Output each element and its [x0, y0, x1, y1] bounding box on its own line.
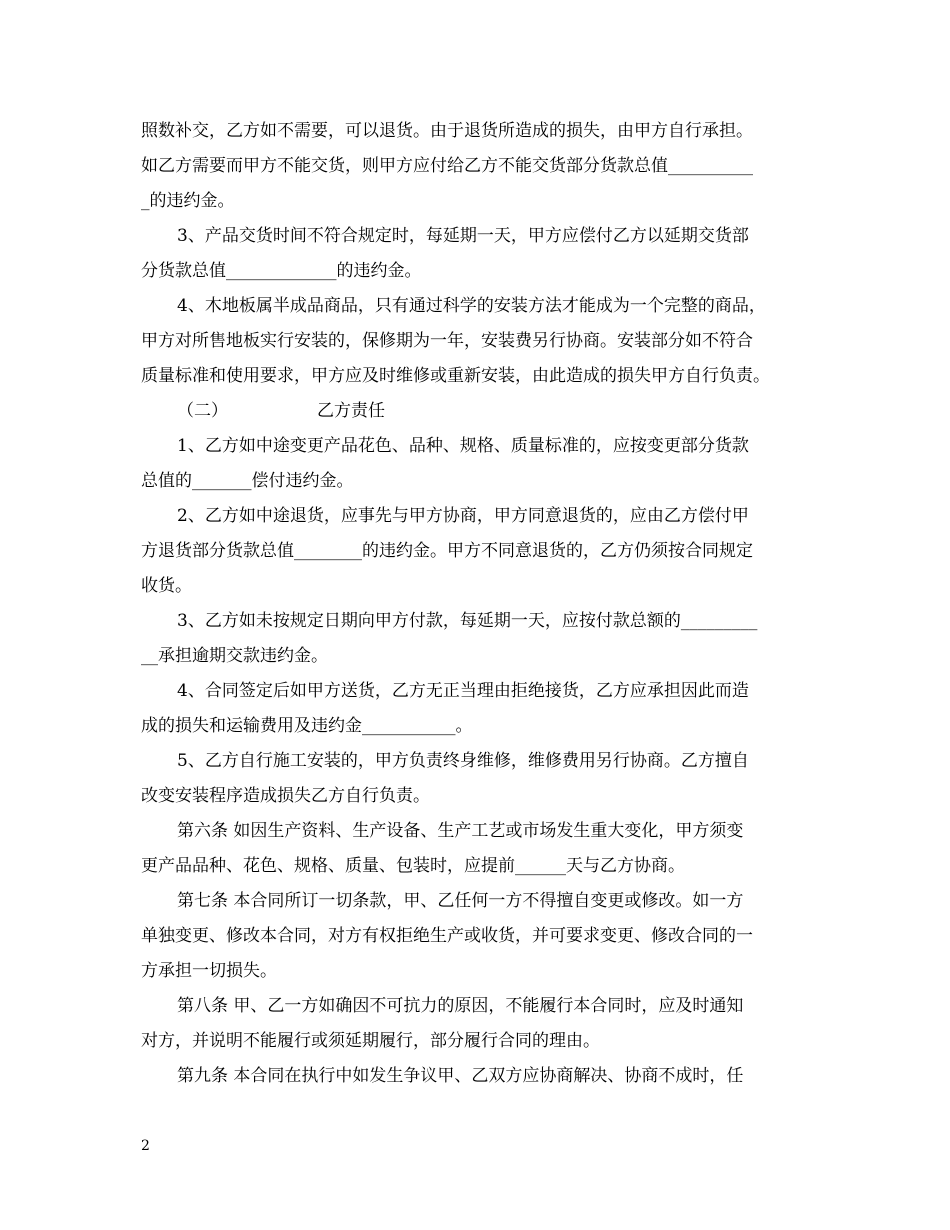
paragraph-line: 5、乙方自行施工安装的，甲方负责终身维修，维修费用另行协商。乙方擅自 [177, 751, 749, 771]
paragraph-line: 收货。 [141, 576, 192, 596]
paragraph-line: 4、木地板属半成品商品，只有通过科学的安装方法才能成为一个完整的商品， [177, 296, 766, 316]
paragraph-line: 第八条 甲、乙一方如确因不可抗力的原因，不能履行本合同时，应及时通知 [177, 996, 744, 1016]
paragraph-line: 更产品品种、花色、规格、质量、包装时，应提前______天与乙方协商。 [141, 856, 685, 876]
paragraph-line: 总值的_______偿付违约金。 [141, 471, 354, 491]
paragraph-line: _的违约金。 [141, 191, 235, 211]
document-body [141, 114, 813, 1094]
paragraph-line: 单独变更、修改本合同，对方有权拒绝生产或收货，并可要求变更、修改合同的一 [141, 926, 753, 946]
paragraph-line: 1、乙方如中途变更产品花色、品种、规格、质量标准的，应按变更部分货款 [177, 436, 749, 456]
paragraph-line: 3、产品交货时间不符合规定时，每延期一天，甲方应偿付乙方以延期交货部 [177, 226, 749, 246]
paragraph-line: 改变安装程序造成损失乙方自行负责。 [141, 786, 430, 806]
paragraph-line: 质量标准和使用要求，甲方应及时维修或重新安装，由此造成的损失甲方自行负责。 [141, 366, 770, 386]
paragraph-line: 甲方对所售地板实行安装的，保修期为一年，安装费另行协商。安装部分如不符合 [141, 331, 753, 351]
page-number: 2 [141, 1138, 150, 1154]
section-title: 乙方责任 [317, 401, 385, 421]
paragraph-line: 4、合同签定后如甲方送货，乙方无正当理由拒绝接货，乙方应承担因此而造 [177, 681, 749, 701]
paragraph-line: 分货款总值_____________的违约金。 [141, 261, 422, 281]
paragraph-line: 第六条 如因生产资料、生产设备、生产工艺或市场发生重大变化，甲方须变 [177, 821, 744, 841]
paragraph-line: 方承担一切损失。 [141, 961, 277, 981]
paragraph-line: 3、乙方如未按规定日期向甲方付款，每延期一天，应按付款总额的_________ [177, 611, 758, 631]
paragraph-line: __承担逾期交款违约金。 [141, 646, 328, 666]
paragraph-line: 照数补交，乙方如不需要，可以退货。由于退货所造成的损失，由甲方自行承担。 [141, 121, 753, 141]
paragraph-line: 第七条 本合同所订一切条款，甲、乙任何一方不得擅自变更或修改。如一方 [177, 891, 744, 911]
paragraph-line: 2、乙方如中途退货，应事先与甲方协商，甲方同意退货的，应由乙方偿付甲 [177, 506, 749, 526]
paragraph-line: 如乙方需要而甲方不能交货，则甲方应付给乙方不能交货部分货款总值__________ [141, 156, 753, 176]
section-heading [141, 394, 813, 429]
paragraph-line: 第九条 本合同在执行中如发生争议甲、乙双方应协商解决、协商不成时，任 [177, 1066, 744, 1086]
paragraph-line: 对方，并说明不能履行或须延期履行，部分履行合同的理由。 [141, 1031, 600, 1051]
section-number: （二） [177, 401, 228, 421]
paragraph-line: 方退货部分货款总值________的违约金。甲方不同意退货的，乙方仍须按合同规定 [141, 541, 753, 561]
paragraph-line: 成的损失和运输费用及违约金___________。 [141, 716, 473, 736]
